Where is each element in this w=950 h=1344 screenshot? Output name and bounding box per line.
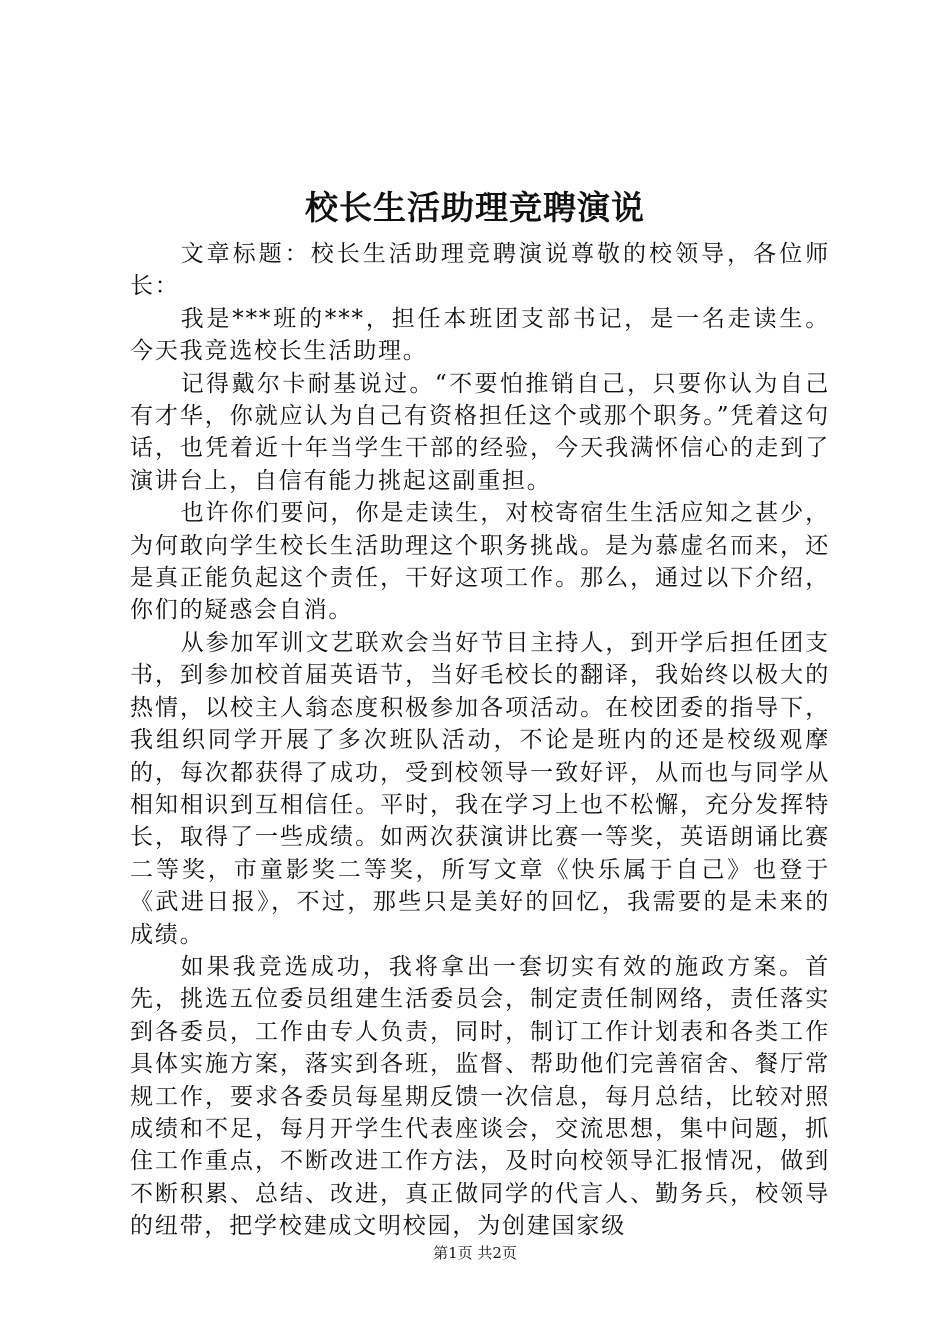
paragraph: 文章标题：校长生活助理竞聘演说尊敬的校领导，各位师长： bbox=[130, 241, 830, 300]
paragraph: 也许你们要问，你是走读生，对校寄宿生生活应知之甚少，为何敢向学生校长生活助理这个职务挑战。是为慕虚名而来，还是真正能负起这个责任，干好这项工作。那么，通过以下介绍，你们的疑惑会自消。 bbox=[130, 500, 830, 624]
document-body bbox=[130, 238, 830, 1243]
paragraph: 如果我竞选成功，我将拿出一套切实有效的施政方案。首先，挑选五位委员组建生活委员会，制定责任制网络，责任落实到各委员，工作由专人负责，同时，制订工作计划表和各类工作具体实施方案，落实到各班，监督、帮助他们完善宿舍、餐厅常规工作，要求各委员每星期反馈一次信息，每月总结，比较对照成绩和不足，每月开学生代表座谈会，交流思想，集中问题，抓住工作重点，不断改进工作方法，及时向校领导汇报情况，做到不断积累、总结、改进，真正做同学的代言人、勤务兵，校领导的纽带，把学校建成文明校园，为创建国家级 bbox=[130, 953, 830, 1240]
page-footer: 第1页 共2页 bbox=[433, 1244, 517, 1262]
document-title: 校长生活助理竞聘演说 bbox=[305, 188, 645, 227]
paragraph: 记得戴尔卡耐基说过。“不要怕推销自己，只要你认为自己有才华，你就应认为自己有资格担任这个或那个职务。”凭着这句话，也凭着近十年当学生干部的经验，今天我满怀信心的走到了演讲台上，自信有能力挑起这副重担。 bbox=[130, 370, 830, 494]
paragraph: 我是***班的***，担任本班团支部书记，是一名走读生。今天我竞选校长生活助理。 bbox=[130, 305, 830, 365]
paragraph: 从参加军训文艺联欢会当好节目主持人，到开学后担任团支书，到参加校首届英语节，当好毛校长的翻译，我始终以极大的热情，以校主人翁态度积极参加各项活动。在校团委的指导下，我组织同学开展了多次班队活动，不论是班内的还是校级观摩的，每次都获得了成功，受到校领导一致好评，从而也与同学从相知相识到互相信任。平时，我在学习上也不松懈，充分发挥特长，取得了一些成绩。如两次获演讲比赛一等奖，英语朗诵比赛二等奖，市童影奖二等奖，所写文章《快乐属于自己》也登于《武进日报》，不过，那些只是美好的回忆，我需要的是未来的成绩。 bbox=[130, 629, 830, 948]
